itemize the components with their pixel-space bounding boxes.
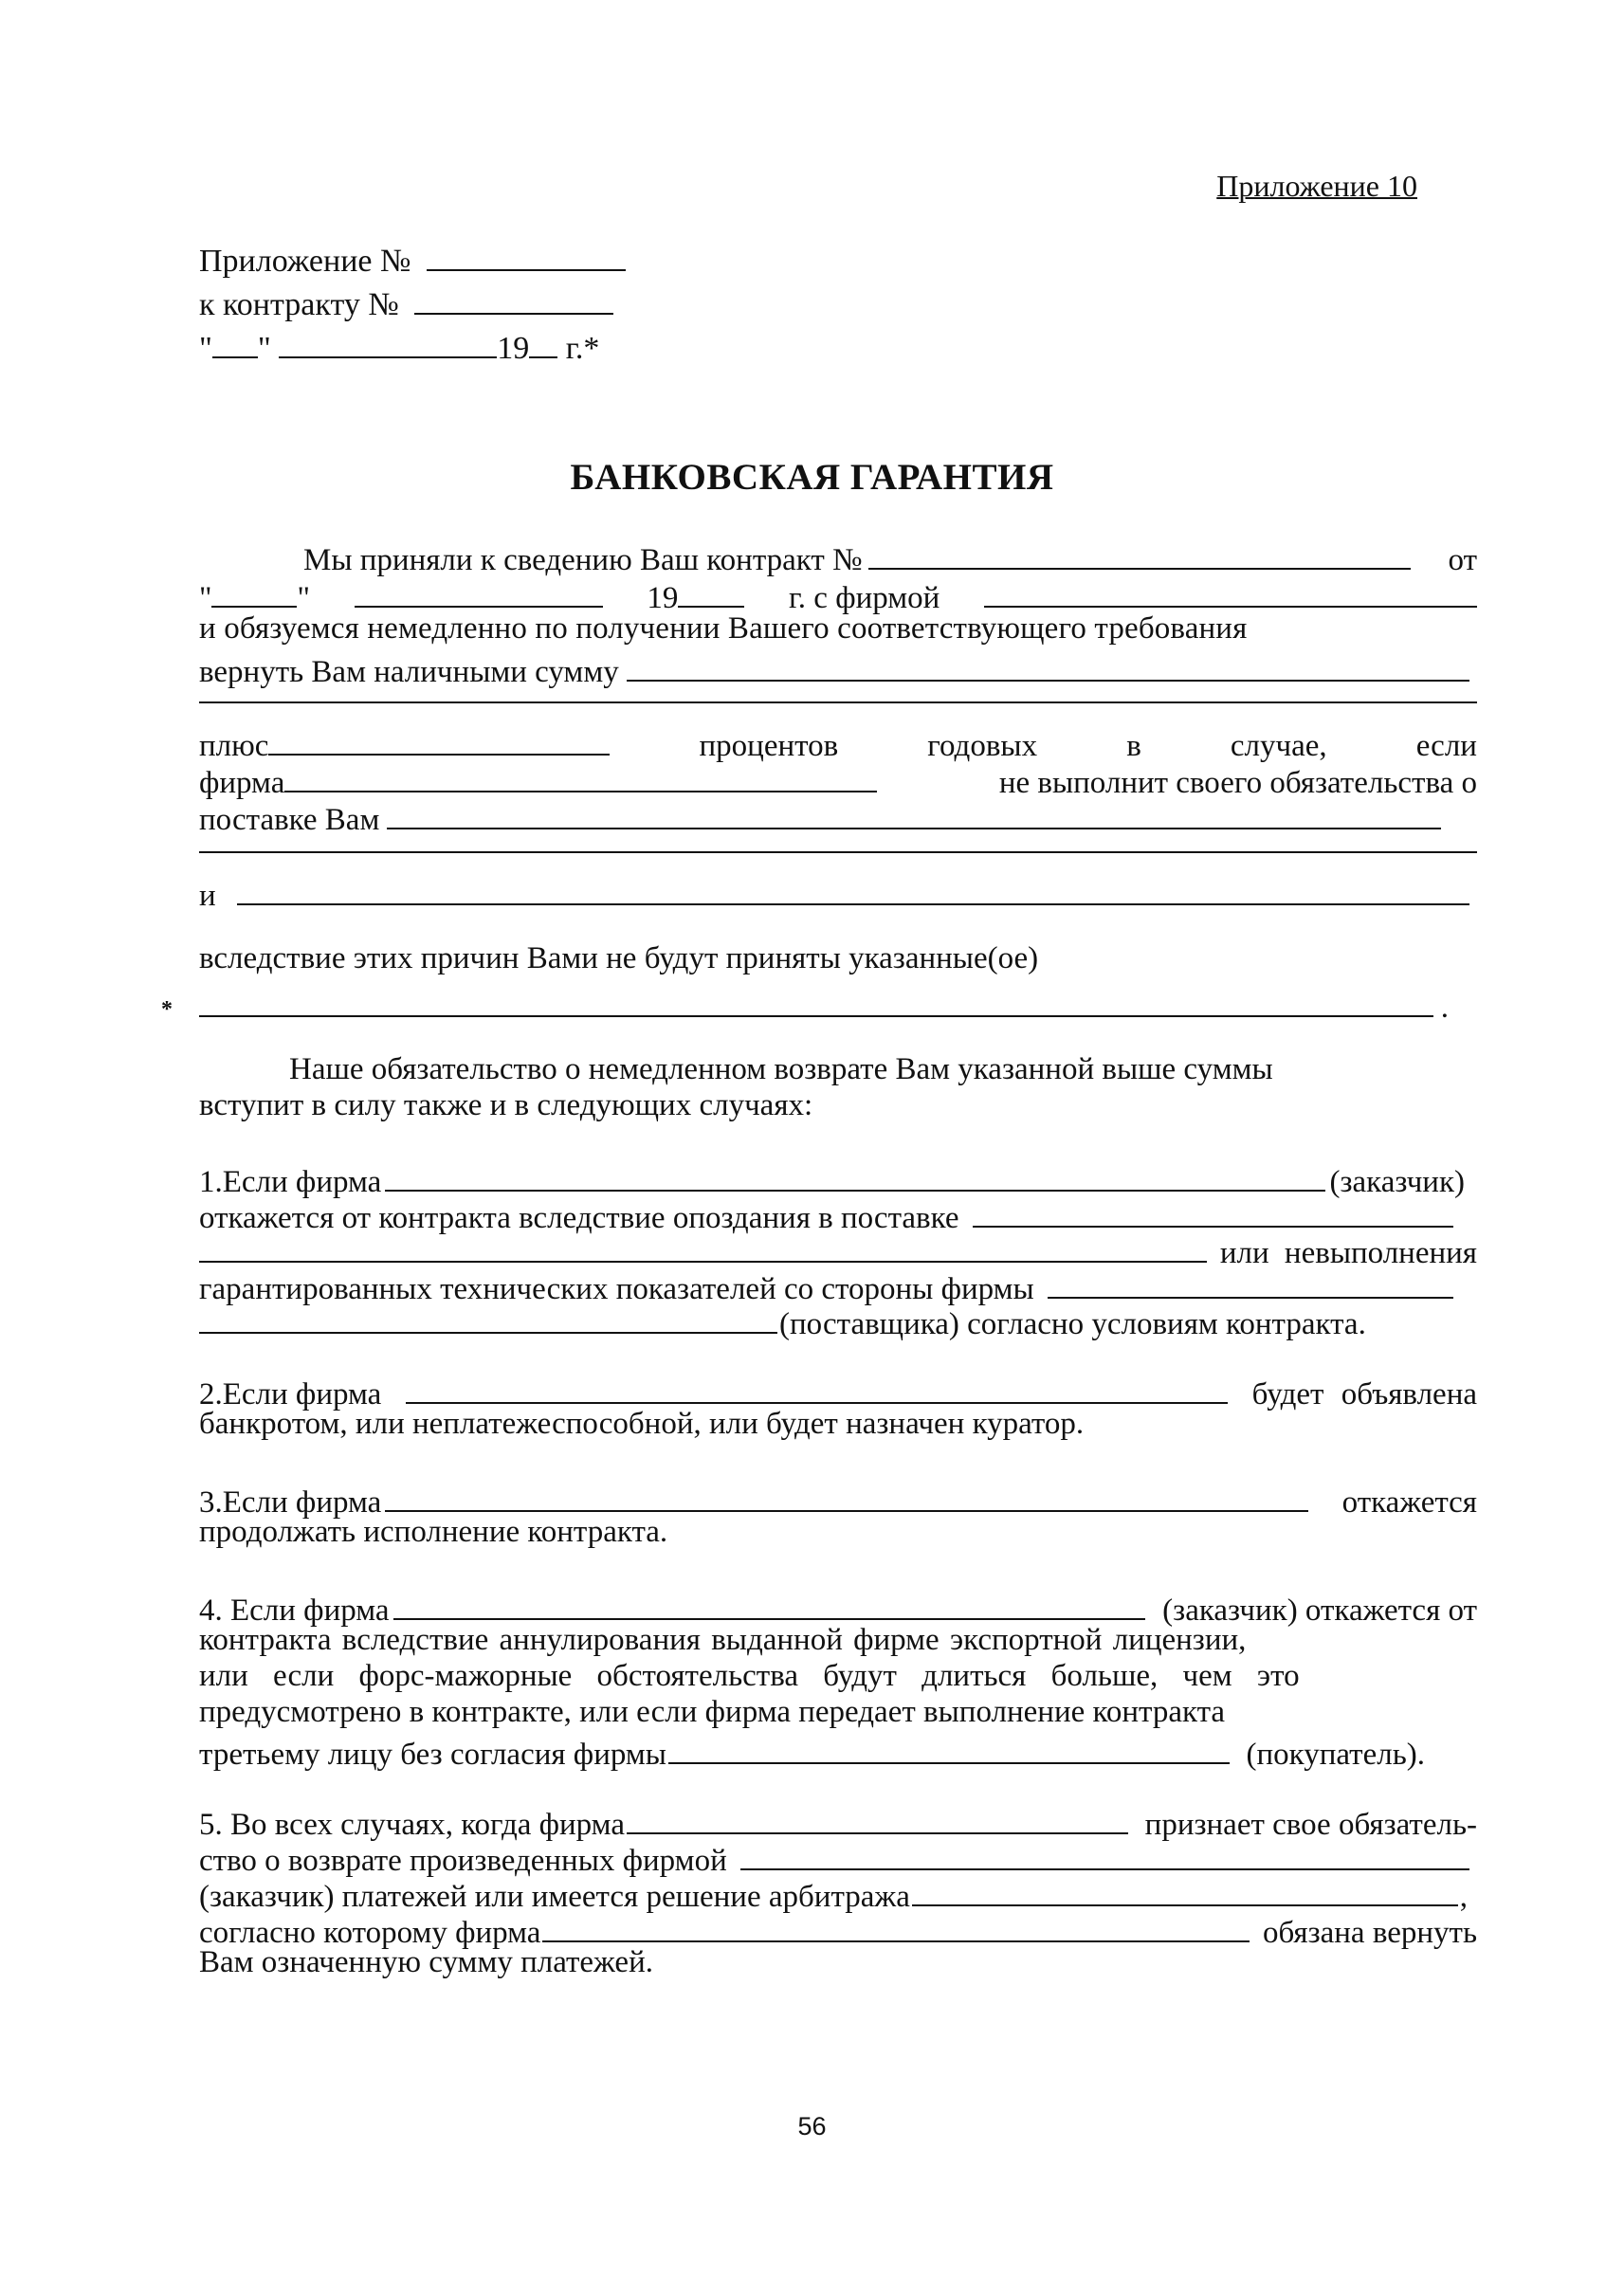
case1-text-4: гарантированных технических показателей со стороны фирмы [199,1272,1034,1306]
case5-line-5: Вам означенную сумму платежей. [199,1945,653,1979]
case5-text-2: ство о возврате произведенных фирмой [199,1844,727,1878]
page-title: БАНКОВСКАЯ ГАРАНТИЯ [570,457,1054,498]
intro-text-1: Мы приняли к сведению Ваш контракт № [303,543,863,577]
firm-text: фирма [199,766,285,800]
case1-text-2: откажется от контракта вследствие опоздания в поставке [199,1201,959,1235]
case3-lead: 3.Если фирма [199,1485,382,1520]
delivery-blank [387,796,1441,829]
terms-line-3 [199,796,1449,839]
case5-text-4: согласно которому фирма [199,1916,541,1950]
intro-from: от [1448,543,1477,577]
month-blank [279,324,497,358]
quote-close-2: " [297,581,310,615]
case4-line-4: предусмотрено в контракте, или если фирма передает выполнение контракта [199,1695,1226,1729]
case1-supplier-blank [1048,1266,1453,1299]
in-word: в [1126,729,1141,763]
annual-word: годовых [927,729,1038,763]
not-fulfil-text: не выполнит своего обязательства о [998,766,1477,800]
intro-line-4 [199,648,1477,691]
case2-firm-blank [406,1371,1227,1404]
header-block [199,237,626,368]
year-prefix-2: 19 [647,581,679,615]
if-word: если [1415,729,1477,763]
case3-tail: откажется [1341,1485,1477,1520]
obligation-line-1: Наше обязательство о немедленном возврате Вам указанной выше суммы [289,1052,1273,1086]
contract-number-blank [414,281,613,315]
delivery-blank-2 [199,851,1477,853]
case2-lead: 2.Если фирма [199,1377,382,1412]
day-blank-2 [211,574,297,608]
firm-blank [984,574,1477,608]
firm-blank-2 [284,759,877,792]
quote-close: " [257,331,271,366]
case5-tail: признает свое обязатель- [1144,1808,1477,1842]
case4-lead: 4. Если фирма [199,1594,390,1628]
case5-comma: , [1459,1880,1468,1914]
year-blank-2 [678,574,744,608]
appendix-number-label: Приложение № [199,244,411,279]
case1-delay-blank-2 [199,1229,1207,1263]
case1-text-5: (поставщика) согласно условиям контракта. [779,1307,1366,1341]
footnote-star: * [161,997,173,1022]
appendix-number-blank [427,237,626,271]
and-text: и [199,879,216,913]
case2-tail: будет объявлена [1251,1377,1477,1412]
sum-blank-2 [199,701,1477,703]
case5-tail-4: обязана вернуть [1262,1916,1477,1950]
case2-line-2: банкротом, или неплатежеспособной, или будет назначен куратор. [199,1407,1085,1441]
case4-tail-5: (покупатель). [1246,1738,1425,1772]
plus-text: плюс [199,729,269,763]
case5-payments-blank [740,1837,1469,1870]
terms-line-6 [199,984,1449,1027]
quote-open: " [199,331,212,366]
quote-open-2: " [199,581,212,615]
contract-number-line [199,281,626,324]
case5-arbitration-blank [912,1873,1458,1906]
year-blank [529,324,557,358]
terms-line-4 [199,872,1477,915]
case1-role: (заказчик) [1329,1165,1465,1199]
case1-text-3: или невыполнения [1219,1236,1477,1270]
case5-firm-blank [627,1801,1128,1834]
case4-text-5: третьему лицу без согласия фирмы [199,1738,666,1772]
case4-buyer-blank [668,1731,1230,1764]
case4-line-3: или если форс-мажорные обстоятельства будут длиться больше, чем это [199,1659,1300,1693]
end-dot: . [1440,991,1449,1025]
delivery-text: поставке Вам [199,803,380,837]
contract-number-label: к контракту № [199,287,399,322]
case3-firm-blank [385,1479,1307,1512]
plus-blank [268,722,610,756]
case1-lead: 1.Если фирма [199,1165,382,1199]
case4-tail: (заказчик) откажется от [1162,1594,1477,1628]
obligation-line-2: вступит в силу также и в следующих случаях: [199,1088,813,1122]
case4-line-5 [199,1731,1425,1774]
case4-line-2: контракта вследствие аннулирования выданной фирме экспортной лицензии, [199,1623,1247,1657]
case4-firm-blank [393,1587,1146,1620]
intro-with-firm: г. с фирмой [788,581,940,615]
intro-line-3: и обязуемся немедленно по получении Вашего соответствующего требования [199,611,1248,646]
case1-supplier-blank-2 [199,1301,777,1334]
page-number: 56 [797,2112,827,2140]
intro-line-1 [303,537,1477,579]
consequence-text: вследствие этих причин Вами не будут приняты указанные(ое) [199,941,1039,975]
case3-line-2: продолжать исполнение контракта. [199,1515,668,1549]
appendix-number-line [199,237,626,281]
contract-blank [868,537,1411,570]
date-line [199,324,626,368]
case5-text-3: (заказчик) платежей или имеется решение арбитража [199,1880,910,1914]
sum-blank [627,648,1469,682]
case1-delay-blank [973,1194,1454,1228]
case5-lead: 5. Во всех случаях, когда фирма [199,1808,625,1842]
year-suffix: г.* [565,331,600,366]
month-blank-2 [355,574,603,608]
percent-word: процентов [699,729,839,763]
goods-blank [199,984,1433,1017]
case1-line-5 [199,1301,1477,1343]
year-prefix: 19 [497,331,530,366]
day-blank [212,324,258,358]
case-word: случае, [1230,729,1327,763]
case1-firm-blank [385,1158,1325,1192]
appendix-label: Приложение 10 [1216,169,1417,203]
and-blank [237,872,1469,905]
intro-text-4: вернуть Вам наличными сумму [199,655,619,689]
case5-return-blank [542,1909,1249,1942]
